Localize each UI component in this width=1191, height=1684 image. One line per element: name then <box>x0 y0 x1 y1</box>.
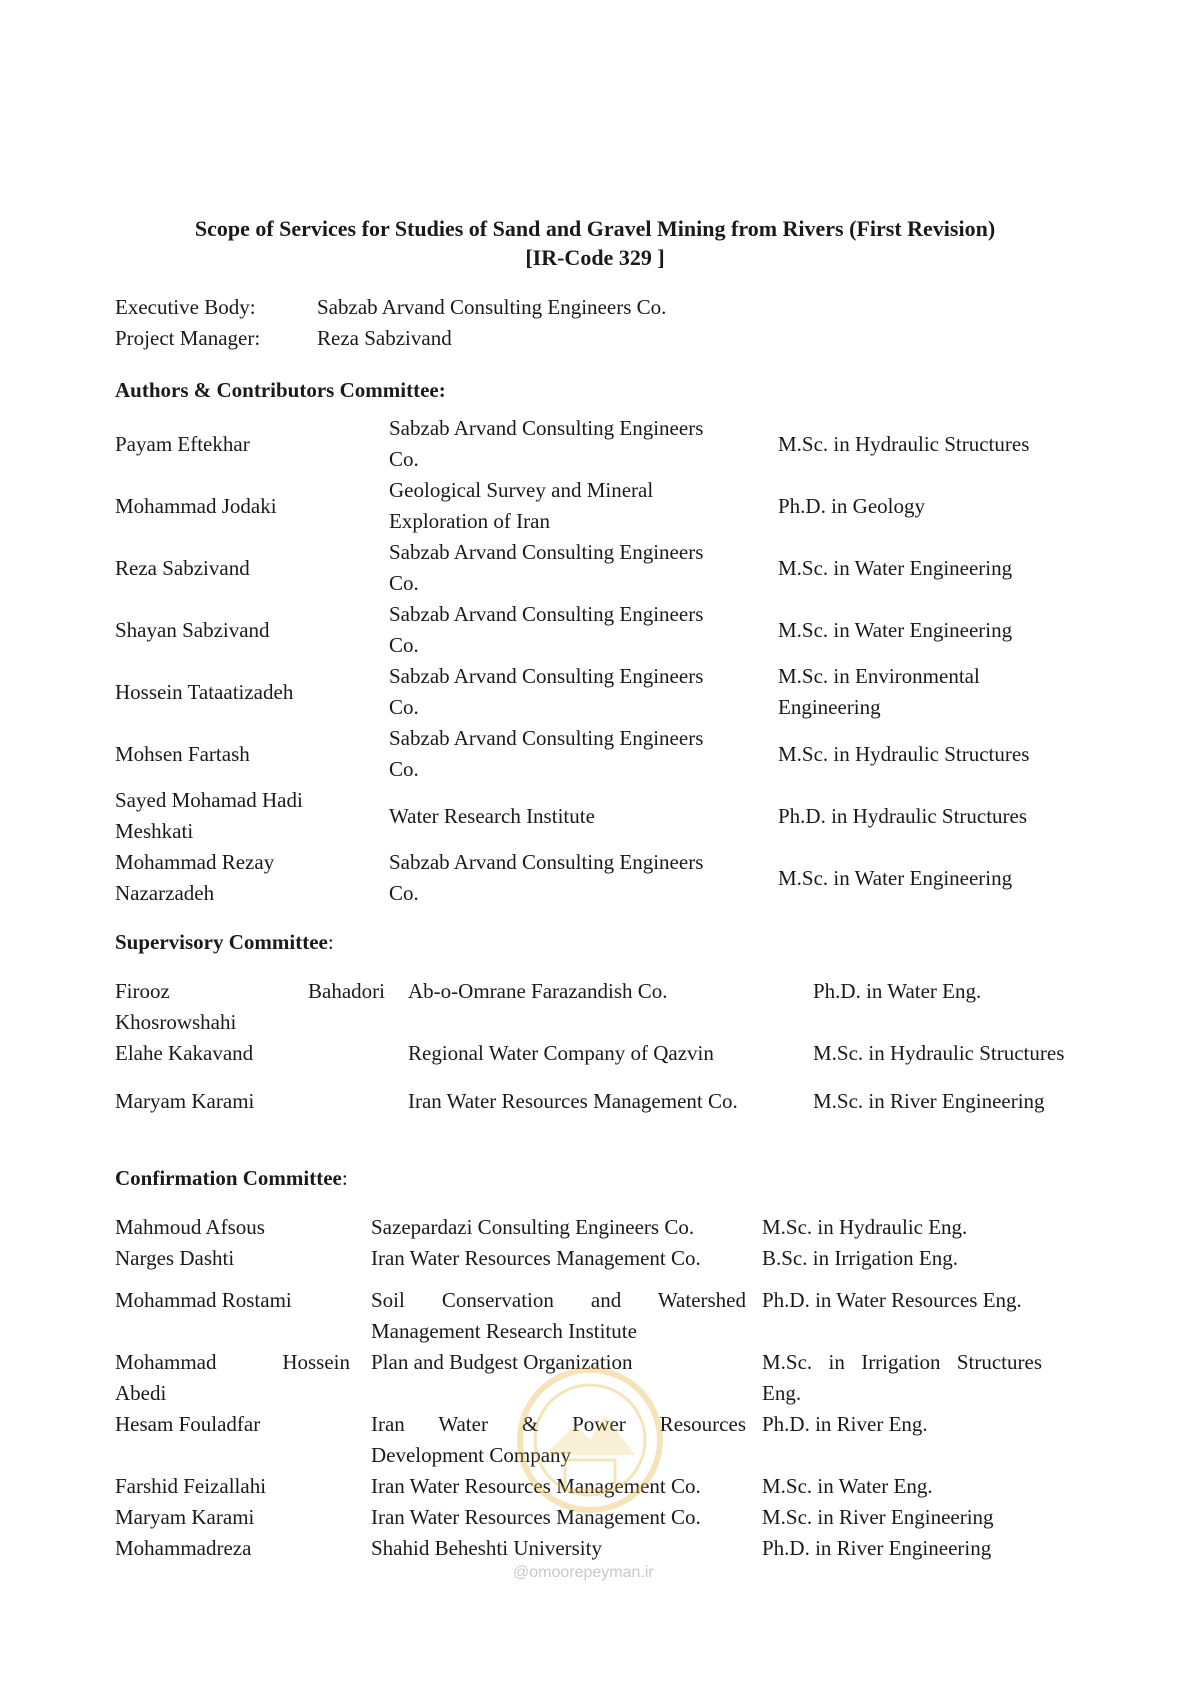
table-row <box>115 537 1098 599</box>
member-name-line: Sayed Mohamad Hadi <box>115 788 303 812</box>
member-organization-line: Sabzab Arvand Consulting Engineers <box>389 416 704 440</box>
member-name-line: Mohammad Rezay <box>115 850 275 874</box>
member-organization <box>389 475 778 537</box>
member-name: Maryam Karami <box>115 1505 255 1529</box>
member-degree <box>778 847 1098 909</box>
member-degree-line: M.Sc. in Water Engineering <box>778 617 1013 642</box>
member-organization <box>389 413 778 475</box>
member-name-line: Meshkati <box>115 819 194 843</box>
member-degree-line: Ph.D. in Geology <box>778 493 925 518</box>
supervisory-heading-text: Supervisory Committee <box>115 930 328 954</box>
member-name-line: Hossein Tataatizadeh <box>115 679 294 704</box>
member-name <box>115 1347 371 1409</box>
member-organization: Iran Water Resources Management Co. <box>371 1246 701 1270</box>
executive-body-row <box>115 292 666 323</box>
member-name: Mohammad Rostami <box>115 1288 292 1312</box>
member-organization <box>389 661 778 723</box>
member-name <box>115 723 389 785</box>
member-organization: Sazepardazi Consulting Engineers Co. <box>371 1215 695 1239</box>
project-manager-row <box>115 323 666 354</box>
document-title <box>115 214 1075 272</box>
supervisory-table <box>115 976 1113 1117</box>
table-row <box>115 785 1098 847</box>
confirmation-heading-text: Confirmation Committee <box>115 1166 342 1190</box>
member-organization-line: Geological Survey and Mineral <box>389 478 654 502</box>
executive-body-value: Sabzab Arvand Consulting Engineers Co. <box>317 295 667 319</box>
member-organization-line: Sabzab Arvand Consulting Engineers <box>389 602 704 626</box>
member-organization-line: Sabzab Arvand Consulting Engineers <box>389 726 704 750</box>
member-degree-line: M.Sc. in Hydraulic Structures <box>778 431 1030 456</box>
member-organization-line: Water Research Institute <box>389 803 595 828</box>
member-degree: M.Sc. in Water Eng. <box>762 1474 933 1498</box>
member-degree <box>778 723 1098 785</box>
member-organization: Ab-o-Omrane Farazandish Co. <box>408 979 668 1003</box>
member-organization: Regional Water Company of Qazvin <box>408 1041 714 1065</box>
supervisory-heading-colon: : <box>327 930 334 954</box>
name-part: Bahadori <box>308 979 385 1003</box>
member-name: Narges Dashti <box>115 1246 235 1270</box>
authors-table <box>115 413 1098 909</box>
member-degree-line: Ph.D. in Hydraulic Structures <box>778 803 1028 828</box>
table-row <box>115 1243 1052 1285</box>
member-organization-line: Co. <box>389 633 419 657</box>
member-name: Mahmoud Afsous <box>115 1215 265 1239</box>
project-manager-value: Reza Sabzivand <box>317 326 452 350</box>
member-name <box>115 785 389 847</box>
table-row <box>115 723 1098 785</box>
org-line: Development Company <box>371 1443 572 1467</box>
member-name-line: Mohammad Jodaki <box>115 493 277 518</box>
member-degree: M.Sc. in River Engineering <box>813 1089 1045 1113</box>
member-degree-line: M.Sc. in Hydraulic Structures <box>778 741 1030 766</box>
project-manager-label: Project Manager: <box>115 326 261 350</box>
member-degree: Ph.D. in River Eng. <box>762 1412 928 1436</box>
member-organization-line: Co. <box>389 447 419 471</box>
confirmation-heading-colon: : <box>341 1166 348 1190</box>
member-organization: Iran Water Resources Management Co. <box>371 1474 701 1498</box>
table-row <box>115 661 1098 723</box>
member-name <box>115 475 389 537</box>
member-name-line: Shayan Sabzivand <box>115 617 270 642</box>
member-organization: Shahid Beheshti University <box>371 1536 602 1560</box>
member-degree-line: M.Sc. in Water Engineering <box>778 555 1013 580</box>
member-degree: Ph.D. in River Engineering <box>762 1536 992 1560</box>
member-degree: M.Sc. in Hydraulic Structures <box>813 1041 1065 1065</box>
executive-info <box>115 292 666 354</box>
authors-heading: Authors & Contributors Committee: <box>115 378 446 402</box>
member-degree: M.Sc. in Hydraulic Eng. <box>762 1215 968 1239</box>
member-degree: Ph.D. in Water Eng. <box>813 979 982 1003</box>
name-line: Abedi <box>115 1381 167 1405</box>
member-name <box>115 537 389 599</box>
member-name: Hesam Fouladfar <box>115 1412 261 1436</box>
member-organization <box>389 847 778 909</box>
member-organization-line: Sabzab Arvand Consulting Engineers <box>389 664 704 688</box>
member-degree <box>762 1347 1052 1409</box>
member-degree-line: M.Sc. in Water Engineering <box>778 865 1013 890</box>
watermark-text: @omoorepeyman.ir <box>513 1564 654 1581</box>
member-degree <box>778 661 1098 723</box>
member-name-line: Mohsen Fartash <box>115 741 250 766</box>
member-degree-line: Engineering <box>778 695 881 719</box>
member-organization <box>389 599 778 661</box>
member-name-line: Reza Sabzivand <box>115 555 250 580</box>
table-row <box>115 1212 1052 1243</box>
org-line: Management Research Institute <box>371 1319 637 1343</box>
table-row <box>115 599 1098 661</box>
member-degree: B.Sc. in Irrigation Eng. <box>762 1246 958 1270</box>
member-organization: Iran Water Resources Management Co. <box>371 1505 701 1529</box>
member-organization <box>371 1285 762 1347</box>
org-line: Soil Conservation and Watershed <box>371 1288 746 1312</box>
member-degree <box>778 785 1098 847</box>
executive-body-label: Executive Body: <box>115 295 256 319</box>
degree-line: Eng. <box>762 1381 802 1405</box>
table-row <box>115 475 1098 537</box>
member-name: Farshid Feizallahi <box>115 1474 267 1498</box>
title-line-1: Scope of Services for Studies of Sand and Gravel Mining from Rivers (First Revision) <box>194 216 996 241</box>
member-name <box>115 661 389 723</box>
member-degree <box>778 475 1098 537</box>
name-part: Firooz <box>115 979 170 1003</box>
member-degree <box>778 413 1098 475</box>
table-row <box>115 847 1098 909</box>
member-degree <box>778 537 1098 599</box>
degree-line: M.Sc. in Irrigation Structures <box>762 1350 1042 1374</box>
member-name <box>115 413 389 475</box>
table-row <box>115 413 1098 475</box>
member-organization-line: Co. <box>389 881 419 905</box>
member-name <box>115 976 408 1038</box>
member-organization: Plan and Budgest Organization <box>371 1350 633 1374</box>
member-organization-line: Sabzab Arvand Consulting Engineers <box>389 540 704 564</box>
member-organization <box>389 785 778 847</box>
table-row <box>115 1086 1113 1117</box>
member-organization-line: Co. <box>389 757 419 781</box>
member-organization: Iran Water Resources Management Co. <box>408 1089 738 1113</box>
confirmation-heading <box>115 1166 348 1191</box>
supervisory-heading <box>115 930 334 955</box>
member-name <box>115 599 389 661</box>
member-degree: Ph.D. in Water Resources Eng. <box>762 1288 1022 1312</box>
title-line-2: [IR-Code 329 ] <box>525 245 665 270</box>
member-name-line: Nazarzadeh <box>115 881 215 905</box>
member-name: Mohammadreza <box>115 1536 252 1560</box>
member-organization <box>389 537 778 599</box>
member-name-line: Payam Eftekhar <box>115 431 250 456</box>
member-organization-line: Co. <box>389 571 419 595</box>
name-line: Mohammad Hossein <box>115 1350 350 1374</box>
table-row <box>115 1038 1113 1086</box>
name-part: Khosrowshahi <box>115 1010 237 1034</box>
member-name: Maryam Karami <box>115 1089 255 1113</box>
table-row <box>115 976 1113 1038</box>
org-line: Iran Water & Power Resources <box>371 1412 746 1436</box>
member-degree: M.Sc. in River Engineering <box>762 1505 994 1529</box>
member-degree-line: M.Sc. in Environmental <box>778 664 980 688</box>
member-organization-line: Exploration of Iran <box>389 509 550 533</box>
member-name <box>115 847 389 909</box>
seal-logo-icon <box>505 1345 675 1545</box>
member-name: Elahe Kakavand <box>115 1041 254 1065</box>
member-organization <box>389 723 778 785</box>
member-organization-line: Sabzab Arvand Consulting Engineers <box>389 850 704 874</box>
table-row <box>115 1285 1052 1347</box>
member-degree <box>778 599 1098 661</box>
member-organization-line: Co. <box>389 695 419 719</box>
